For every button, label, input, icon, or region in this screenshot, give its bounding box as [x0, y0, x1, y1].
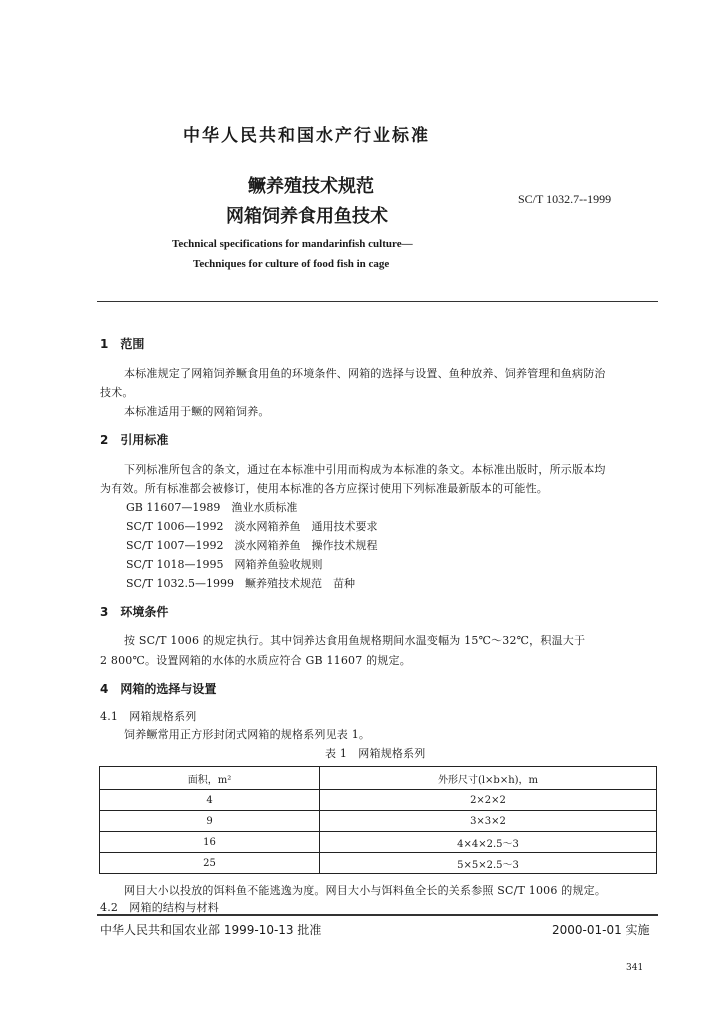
section-1-paragraph-2: 本标准适用于鳜的网箱饲养。 — [124, 405, 270, 418]
page-number: 341 — [626, 963, 644, 973]
spec-table — [99, 766, 657, 874]
standard-header: 中华人民共和国水产行业标准 — [183, 126, 430, 146]
table-row — [100, 853, 657, 874]
title-line-2: 网箱饲养食用鱼技术 — [226, 206, 388, 227]
section-4-1-paragraph: 饲养鳜常用正方形封闭式网箱的规格系列见表 1。 — [124, 728, 371, 741]
reference-item: GB 11607—1989 渔业水质标准 — [126, 501, 298, 514]
section-1-paragraph-1-line-2: 技术。 — [100, 386, 134, 399]
table-header-dimensions: 外形尺寸(l×b×h)，m — [320, 767, 657, 790]
reference-item: SC/T 1032.5—1999 鳜养殖技术规范 苗种 — [126, 577, 355, 590]
table-header-area: 面积，m² — [100, 767, 320, 790]
section-4-2-title: 4.2 网箱的结构与材料 — [100, 901, 219, 914]
standard-code: SC/T 1032.7--1999 — [518, 192, 612, 206]
table-row — [100, 811, 657, 832]
section-2-paragraph-line-2: 为有效。所有标准都会被修订，使用本标准的各方应探讨使用下列标准最新版本的可能性。 — [100, 482, 548, 495]
section-3-title: 3 环境条件 — [100, 605, 169, 619]
table-header-row — [100, 767, 657, 790]
table-cell: 5×5×2.5～3 — [320, 853, 657, 874]
section-1-title: 1 范围 — [100, 337, 145, 351]
section-1-paragraph-1-line-1: 本标准规定了网箱饲养鳜食用鱼的环境条件、网箱的选择与设置、鱼种放养、饲养管理和鱼病防治 — [124, 367, 606, 380]
table-caption: 表 1 网箱规格系列 — [325, 747, 426, 760]
reference-item: SC/T 1018—1995 网箱养鱼验收规则 — [126, 558, 323, 571]
table-cell: 25 — [100, 853, 320, 874]
effective-date: 2000-01-01 实施 — [552, 923, 650, 937]
section-2-paragraph-line-1: 下列标准所包含的条文，通过在本标准中引用而构成为本标准的条文。本标准出版时，所示版本均 — [124, 463, 606, 476]
table-row — [100, 832, 657, 853]
section-2-title: 2 引用标准 — [100, 433, 169, 447]
section-4-title: 4 网箱的选择与设置 — [100, 682, 217, 696]
table-row — [100, 790, 657, 811]
english-title-line-2: Techniques for culture of food fish in cage — [193, 258, 390, 270]
table-cell: 9 — [100, 811, 320, 832]
english-title-line-1: Technical specifications for mandarinfish culture— — [172, 238, 413, 250]
header-divider — [97, 301, 658, 302]
table-cell: 4 — [100, 790, 320, 811]
section-4-1-title: 4.1 网箱规格系列 — [100, 710, 197, 723]
table-cell: 4×4×2.5～3 — [320, 832, 657, 853]
table-note: 网目大小以投放的饵料鱼不能逃逸为度。网目大小与饵料鱼全长的关系参照 SC/T 1006 的规定。 — [124, 884, 607, 897]
title-line-1: 鳜养殖技术规范 — [248, 176, 374, 197]
section-3-paragraph-line-2: 2 800℃。设置网箱的水体的水质应符合 GB 11607 的规定。 — [100, 654, 411, 667]
table-cell: 3×3×2 — [320, 811, 657, 832]
approval-text: 中华人民共和国农业部 1999-10-13 批准 — [100, 923, 322, 937]
reference-item: SC/T 1006—1992 淡水网箱养鱼 通用技术要求 — [126, 520, 378, 533]
footer-divider — [97, 914, 658, 916]
table-cell: 16 — [100, 832, 320, 853]
section-3-paragraph-line-1: 按 SC/T 1006 的规定执行。其中饲养达食用鱼规格期间水温变幅为 15℃～32℃，积温大于 — [124, 634, 586, 647]
reference-item: SC/T 1007—1992 淡水网箱养鱼 操作技术规程 — [126, 539, 378, 552]
table-cell: 2×2×2 — [320, 790, 657, 811]
